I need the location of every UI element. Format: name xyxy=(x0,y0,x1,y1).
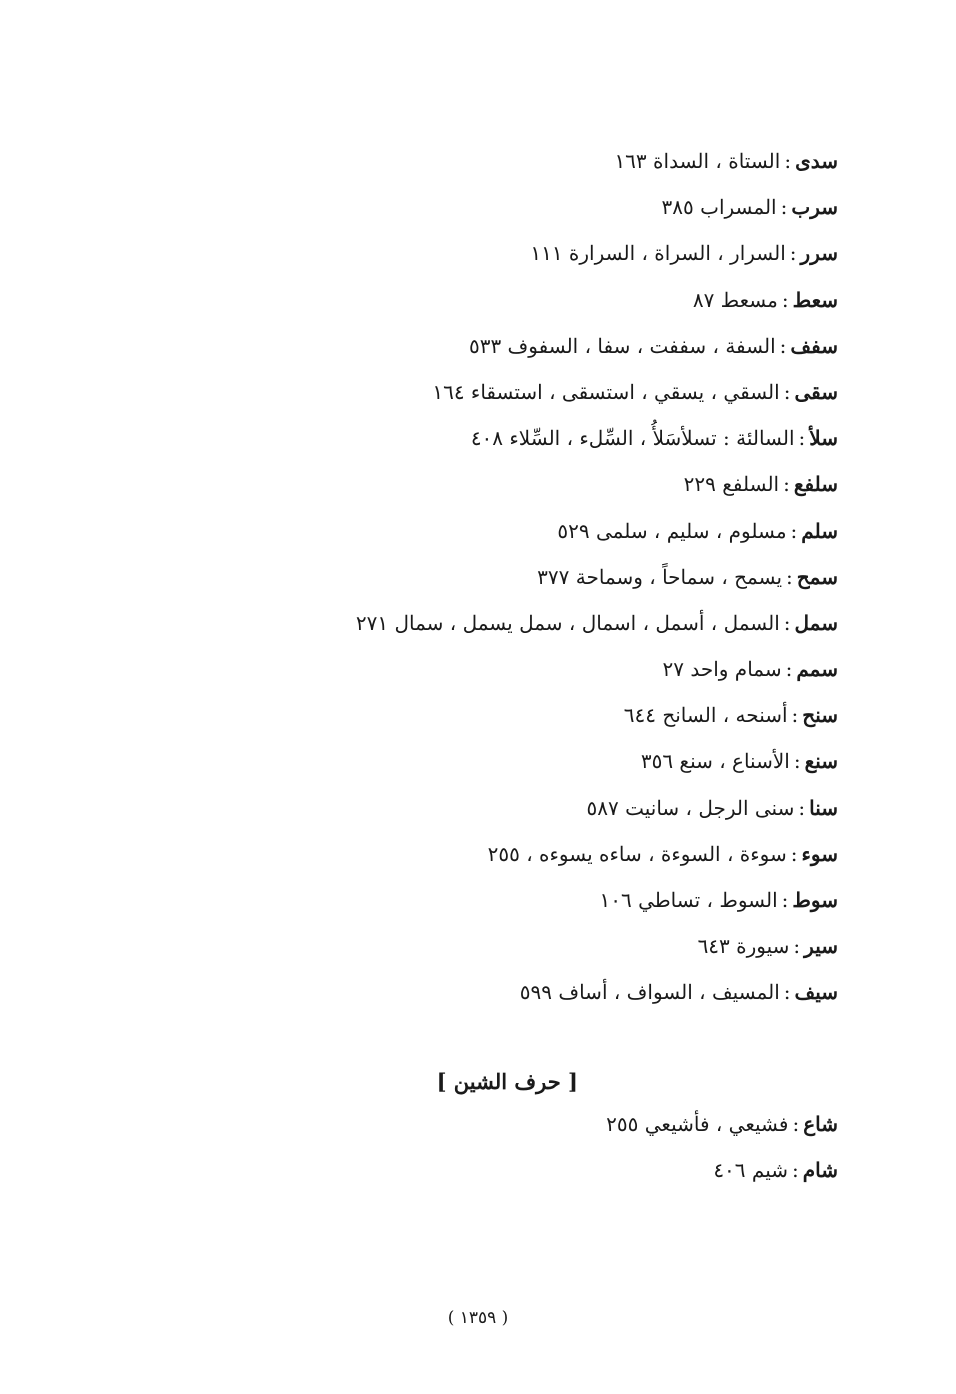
entry-text: سمام واحد ٢٧ xyxy=(662,657,782,682)
entry-root: سلأ xyxy=(809,426,838,451)
entry-text: السقي ، يسقي ، استسقى ، استسقاء ١٦٤ xyxy=(432,379,780,404)
entry-text: فشيعي ، فأشيعي ٢٥٥ xyxy=(606,1112,789,1136)
entry-root: سنع xyxy=(804,749,838,774)
entry-text: السلفع ٢٢٩ xyxy=(683,472,780,497)
entry-separator: : xyxy=(783,472,790,497)
entry-row xyxy=(138,461,838,507)
entry-separator: : xyxy=(780,195,788,220)
entry-row xyxy=(138,785,838,831)
entry-text: الستاة ، السداة ١٦٣ xyxy=(614,149,781,173)
page-number: ( ١٣٥٩ ) xyxy=(447,1308,509,1328)
entry-text: أسنحه ، السانح ٦٤٤ xyxy=(623,703,788,728)
entry-row xyxy=(138,369,838,415)
entry-root: سفف xyxy=(790,333,838,358)
entry-root: سنا xyxy=(809,795,838,820)
entry-root: سرر xyxy=(800,241,838,266)
entry-root: سمح xyxy=(796,564,838,589)
entry-row xyxy=(138,138,838,184)
entry-root: شام xyxy=(802,1158,838,1183)
entry-root: سوء xyxy=(801,841,838,866)
entry-row xyxy=(138,184,838,230)
entry-row xyxy=(138,646,838,692)
entry-separator: : xyxy=(793,749,801,774)
entry-row xyxy=(138,1147,838,1193)
entry-list-shin xyxy=(138,1101,838,1193)
entry-separator: : xyxy=(783,610,791,635)
entry-separator: : xyxy=(783,379,791,404)
entry-root: سوط xyxy=(792,888,838,912)
entry-text: المسراب ٣٨٥ xyxy=(661,195,777,220)
entry-separator: : xyxy=(793,934,801,959)
entry-row xyxy=(138,277,838,323)
entry-root: سلم xyxy=(801,518,838,543)
entry-root: سنح xyxy=(802,703,838,728)
entry-text: السوط ، تساطي ١٠٦ xyxy=(599,888,778,912)
entry-root: سدى xyxy=(795,149,838,173)
entry-text: السرار ، السراة ، السرارة ١١١ xyxy=(530,241,786,266)
entry-text: سنى الرجل ، سانيت ٥٨٧ xyxy=(586,795,795,820)
entry-root: سلفع xyxy=(793,472,838,497)
entry-text: سيورة ٦٤٣ xyxy=(697,934,790,959)
entry-text: الأسناع ، سنع ٣٥٦ xyxy=(640,749,790,774)
entry-row xyxy=(138,230,838,276)
entry-row xyxy=(138,415,838,461)
entry-row xyxy=(138,508,838,554)
entry-row xyxy=(138,323,838,369)
entry-separator: : xyxy=(798,795,806,820)
entry-list xyxy=(138,138,838,1016)
entry-row xyxy=(138,923,838,969)
entry-separator: : xyxy=(783,980,791,1005)
entry-text: السالئة : تسلأسَلأُ ، السِّلء ، السِّلاء ٤٠٨ xyxy=(470,426,795,451)
entry-text: يسمح ، سماحاً ، وسماحة ٣٧٧ xyxy=(537,564,783,589)
entry-text: مسلوم ، سليم ، سلمى ٥٢٩ xyxy=(557,518,787,543)
entry-text: شيم ٤٠٦ xyxy=(713,1158,789,1183)
entry-row xyxy=(138,1101,838,1147)
entry-row xyxy=(138,831,838,877)
entry-row xyxy=(138,877,838,923)
entry-text: السفة ، سففت ، سفا ، السفوف ٥٣٣ xyxy=(468,333,776,358)
entry-row xyxy=(138,969,838,1015)
entry-text: السمل ، أسمل ، اسمال ، سمل يسمل ، سمال ٢٧١ xyxy=(355,610,780,635)
entry-root: سقى xyxy=(794,379,838,404)
entry-separator: : xyxy=(786,564,793,589)
entry-separator: : xyxy=(789,241,797,266)
entry-separator: : xyxy=(779,333,787,358)
entry-root: سمل xyxy=(794,610,838,635)
entry-separator: : xyxy=(790,841,798,866)
entry-text: المسيف ، السواف ، أساف ٥٩٩ xyxy=(519,980,780,1005)
entry-separator: : xyxy=(781,287,789,312)
entry-text: مسعط ٨٧ xyxy=(692,287,778,312)
entry-separator: : xyxy=(781,888,789,912)
entry-row xyxy=(138,692,838,738)
entry-separator: : xyxy=(784,149,792,173)
entry-separator: : xyxy=(790,518,798,543)
entry-separator: : xyxy=(785,657,793,682)
entry-root: سرب xyxy=(791,195,838,220)
entry-row xyxy=(138,554,838,600)
entry-root: سير xyxy=(804,934,838,959)
entry-text: سوءة ، السوءة ، ساءه يسوءه ، ٢٥٥ xyxy=(487,841,787,866)
entry-row xyxy=(138,738,838,784)
entry-root: سيف xyxy=(794,980,838,1005)
entry-separator: : xyxy=(791,703,799,728)
entry-root: سمم xyxy=(796,657,838,682)
entry-separator: : xyxy=(792,1158,799,1183)
entry-root: سعط xyxy=(792,287,838,312)
entry-separator: : xyxy=(798,426,806,451)
entry-row xyxy=(138,600,838,646)
entry-separator: : xyxy=(792,1112,800,1136)
section-heading: [ حرف الشين ] xyxy=(436,1069,578,1094)
entry-root: شاع xyxy=(803,1112,838,1136)
